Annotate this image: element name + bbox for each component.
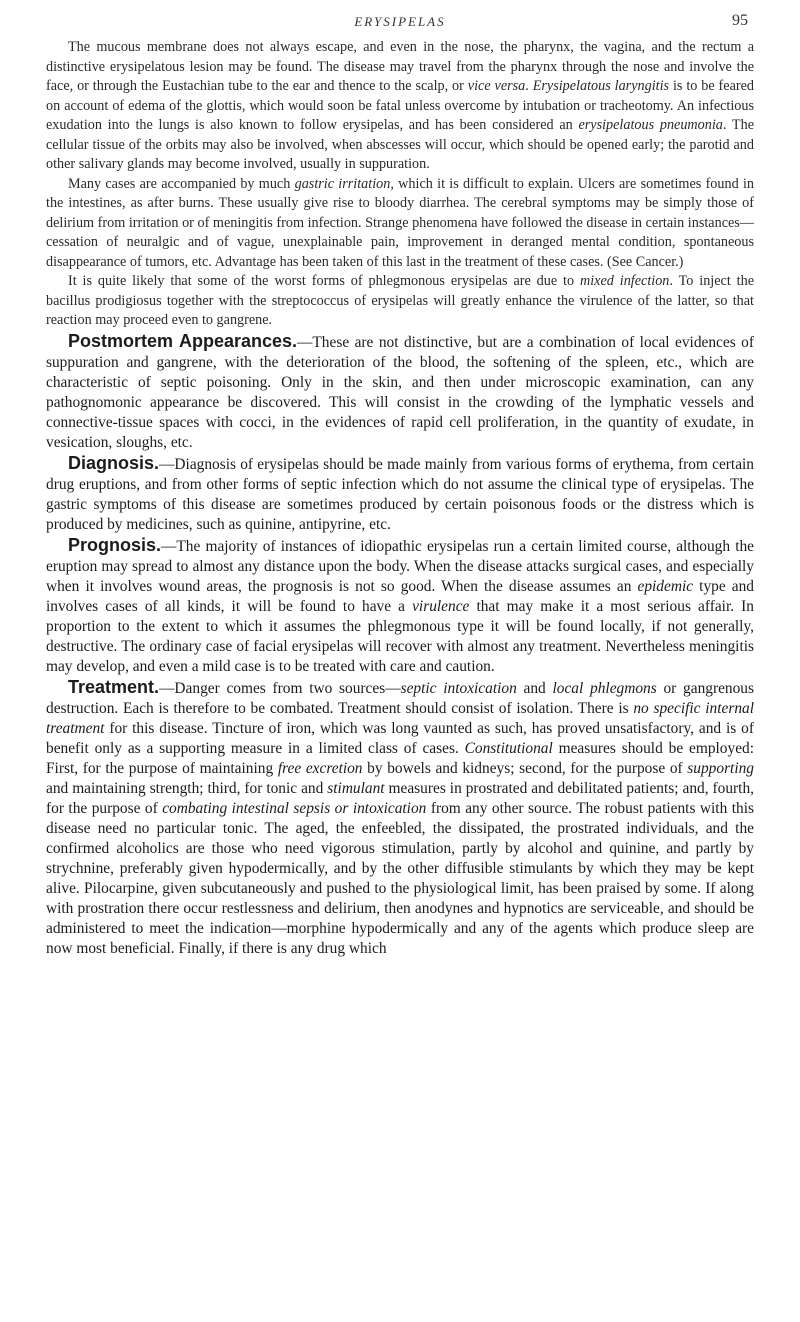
text-run: that may make it a most serious affair. In proportion to the extent to which it assumes the phlegmonous type it will be found locally, if not generally, destructive. The ordinary case of facial erysipelas will recover with almost any treatment. Nevertheless meningitis may develop, and even a mild case is to be treated with care and caution. [46,597,754,675]
section-diagnosis [46,453,754,535]
running-title: ERYSIPELAS [354,14,446,29]
emphasis-text: gastric irritation [294,175,391,192]
section-heading: Postmortem Appearances. [68,330,298,351]
emphasis-text: erysipelatous pneumonia [578,117,723,133]
paragraph [46,272,754,331]
text-run: from any other source. The robust patients with this disease need no particular tonic. The aged, the enfeebled, the dissipated, the prostrated individuals, and the confirmed alcoholics are those who need vigorous stimulation, partly by alcohol and quinine, and partly by strychnine, preferably given hypodermically, and by the other diffusible stimulants by which they may be kept alive. Pilocarpine, given subcutaneously and pushed to the physiological limit, has been praised by some. If along with prostration there occur restlessness and delirium, then anodynes and hypnotics are serviceable, and should be administered to meet the indication—morphine hypodermically and any of the agents which produce sleep are now most beneficial. Finally, if there is any drug which [46,799,754,957]
body-text [46,38,754,959]
emphasis-text: Constitutional [464,739,553,757]
text-run: is to be feared on account of edema of the glottis, which would soon be fatal unless overcome by intubation or tracheotomy. An infectious exudation into the lungs is also known to follow erysipelas, and has been considered an [46,78,754,133]
text-run: , which it is difficult to explain. Ulcers are sometimes found in the intestines, as after burns. These usually give rise to bloody diarrhea. The cerebral symptoms may be simply those of delirium from irritation or of meningitis from infection. Strange phenomena have followed the disease in certain instances—cessation of neuralgic and of vague, unexplainable pain, improvement in deranged mental condition, spontaneous disappearance of tumors, etc. Advantage has been taken of this last in the treatment of these cases. (See Cancer.) [46,175,754,270]
text-run: . To inject the bacillus prodigiosus together with the streptococcus of erysipelas will greatly enhance the virulence of the latter, so that reaction may proceed even to gangrene. [46,273,754,328]
text-run: and maintaining strength; third, for tonic and [46,779,328,797]
text-run: for this disease. Tincture of iron, which was long vaunted as such, has proved unsatisfactory, and is of benefit only as a supporting measure in a limited class of cases. [46,719,754,757]
emphasis-text: free excretion [277,759,363,777]
text-run: by bowels and kidneys; second, for the purpose of [362,759,688,777]
running-header [46,10,754,38]
paragraph [46,175,754,273]
text-run: measures should be employed: First, for the purpose of maintaining [46,739,754,777]
text-run: measures in prostrated and debilitated patients; and, fourth, for the purpose of [46,779,754,817]
emphasis-text: mixed infection [579,273,670,289]
section-heading: Prognosis. [68,534,162,555]
text-run: . [525,78,533,94]
text-run: or gangrenous destruction. Each is therefore to be combated. Treatment should consist of isolation. There is [46,679,754,717]
text-run: and [516,679,553,697]
emphasis-text: combating intestinal sepsis or intoxication [162,799,427,817]
text-run: type and involves cases of all kinds, it will be found to have a [46,577,754,615]
text-run: . The cellular tissue of the orbits may also be involved, when abscesses will occur, which should be opened early; the parotid and other salivary glands may become involved, usually in suppuration. [46,117,754,172]
text-run: Many cases are accompanied by much [68,175,295,192]
emphasis-text: Erysipelatous laryngitis [532,78,670,94]
text-run: It is quite likely that some of the worst forms of phlegmonous erysipelas are due to [68,273,580,289]
emphasis-text: vice versa [467,78,526,94]
emphasis-text: no specific internal treatment [46,699,754,737]
emphasis-text: local phlegmons [552,679,657,697]
emphasis-text: septic intoxication [400,679,517,697]
text-run: —Diagnosis of erysipelas should be made mainly from various forms of erythema, from certain drug eruptions, and from other forms of septic infection which do not assume the clinical type of erysipelas. The gastric symptoms of this disease are sometimes produced by certain poisonous foods or the distress which is produced by medicines, such as quinine, antipyrine, etc. [46,455,754,533]
text-run: —Danger comes from two sources— [159,679,401,697]
emphasis-text: supporting [687,759,754,777]
section-prognosis [46,535,754,677]
emphasis-text: stimulant [327,779,385,797]
text-run: —The majority of instances of idiopathic erysipelas run a certain limited course, although the eruption may spread to almost any distance upon the body. When the disease attacks surgical cases, and especially when it involves wound areas, the prognosis is not so good. When the disease assumes an [46,537,754,595]
text-run: —These are not distinctive, but are a combination of local evidences of suppuration and gangrene, with the deterioration of the blood, the softening of the spleen, etc., which are characteristic of septic poisoning. Only in the skin, and then under microscopic examination, can any pathognomonic appearance be discovered. This will consist in the crowding of the lymphatic vessels and connective-tissue spaces with cocci, in the evidences of rapid cell proliferation, in the quantity of exudate, in vesication, sloughs, etc. [46,333,754,451]
section-heading: Diagnosis. [68,452,160,473]
section-postmortem [46,331,754,453]
section-heading: Treatment. [68,676,160,697]
text-run: The mucous membrane does not always escape, and even in the nose, the pharynx, the vagina, and the rectum a distinctive erysipelatous lesion may be found. The disease may travel from the pharynx through the nose and involve the face, or through the Eustachian tube to the ear and thence to the scalp, or [46,39,754,94]
section-treatment [46,677,754,959]
emphasis-text: virulence [412,597,470,615]
emphasis-text: epidemic [637,577,694,595]
page-number: 95 [732,12,748,29]
paragraph [46,38,754,175]
